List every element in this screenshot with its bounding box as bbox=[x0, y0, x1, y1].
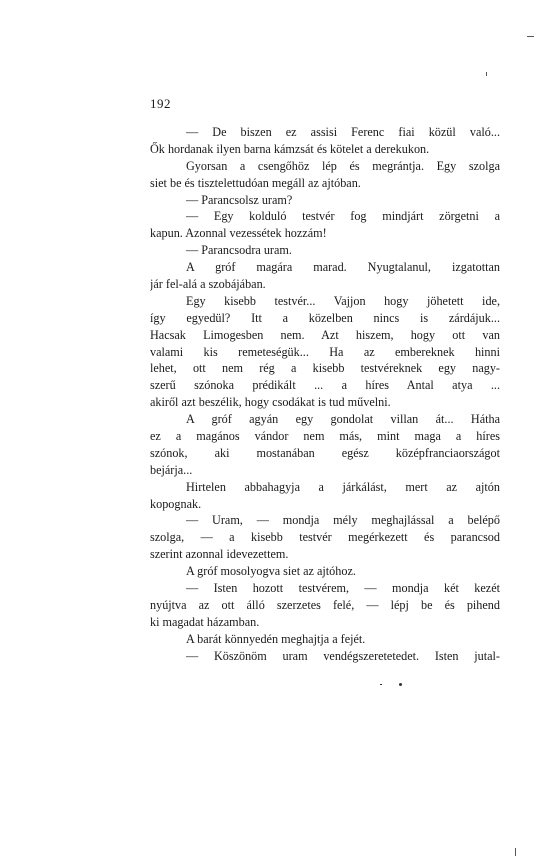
text-line: jár fel-alá a szobájában. bbox=[150, 277, 266, 292]
text-line: így egyedül? Itt a közelben nincs is zárdájuk... bbox=[150, 310, 500, 325]
text-line: valami kis remeteségük... Ha az embereknek hinni bbox=[150, 344, 500, 359]
text-line: Egy kisebb testvér... Vajjon hogy jöhetett ide, bbox=[186, 293, 500, 308]
text-line: bejárja... bbox=[150, 462, 193, 477]
text-line: lehet, ott nem rég a kisebb testvéreknek egy nagy- bbox=[150, 361, 500, 376]
text-line: Hacsak Limogesben nem. Azt hiszem, hogy ott van bbox=[150, 327, 500, 342]
text-line: A gróf magára marad. Nyugtalanul, izgatottan bbox=[186, 260, 500, 275]
text-line: szerű szónoka prédikált ... a híres Antal atya ... bbox=[150, 378, 500, 393]
text-line: kopognak. bbox=[150, 496, 202, 511]
scan-edge-mark-top bbox=[527, 36, 534, 37]
text-line: ez a magános vándor nem más, mint maga a híres bbox=[150, 429, 500, 444]
text-line: — Parancsolsz uram? bbox=[186, 192, 293, 207]
scan-dot bbox=[399, 683, 402, 686]
text-line: — Köszönöm uram vendégszeretetedet. Isten jutal- bbox=[186, 648, 500, 663]
text-line: A gróf mosolyogva siet az ajtóhoz. bbox=[186, 564, 356, 579]
text-line: Gyorsan a csengőhöz lép és megrántja. Egy szolga bbox=[186, 158, 500, 173]
text-line: — Isten hozott testvérem, — mondja két kezét bbox=[186, 581, 500, 596]
text-line: — De biszen ez assisi Ferenc fiai közül való... bbox=[186, 125, 500, 139]
text-line: A gróf agyán egy gondolat villan át... Hátha bbox=[186, 412, 500, 427]
text-line: — Egy kolduló testvér fog mindjárt zörgetni a bbox=[186, 209, 500, 224]
scan-edge-mark-right bbox=[486, 72, 487, 76]
text-line: siet be és tisztelettudóan megáll az ajtóban. bbox=[150, 175, 361, 190]
text-line: kapun. Azonnal vezessétek hozzám! bbox=[150, 226, 327, 241]
text-line: Ők hordanak ilyen barna kámzsát és kötelet a derekukon. bbox=[150, 141, 430, 156]
scan-dot-small bbox=[380, 684, 382, 685]
text-line: Hirtelen abbahagyja a járkálást, mert az ajtón bbox=[186, 479, 500, 494]
text-line: szónok, aki mostanában egész középfranciaországot bbox=[150, 445, 500, 460]
text-line: szolga, — a kisebb testvér megérkezett és parancsod bbox=[150, 530, 500, 545]
text-line: nyújtva az ott álló szerzetes felé, — lépj be és pihend bbox=[150, 597, 500, 612]
text-line: A barát könnyedén meghajtja a fejét. bbox=[186, 631, 366, 646]
text-line: szerint azonnal idevezettem. bbox=[150, 547, 289, 562]
text-line: — Parancsodra uram. bbox=[186, 243, 292, 258]
body-text bbox=[150, 124, 500, 665]
page-number: 192 bbox=[150, 96, 171, 111]
text-line: ki magadat házamban. bbox=[150, 614, 260, 629]
text-line: — Uram, — mondja mély meghajlással a belépő bbox=[186, 513, 500, 528]
text-line: akiről azt beszélik, hogy csodákat is tud művelni. bbox=[150, 395, 391, 410]
scan-edge-mark-bottom bbox=[515, 848, 516, 856]
